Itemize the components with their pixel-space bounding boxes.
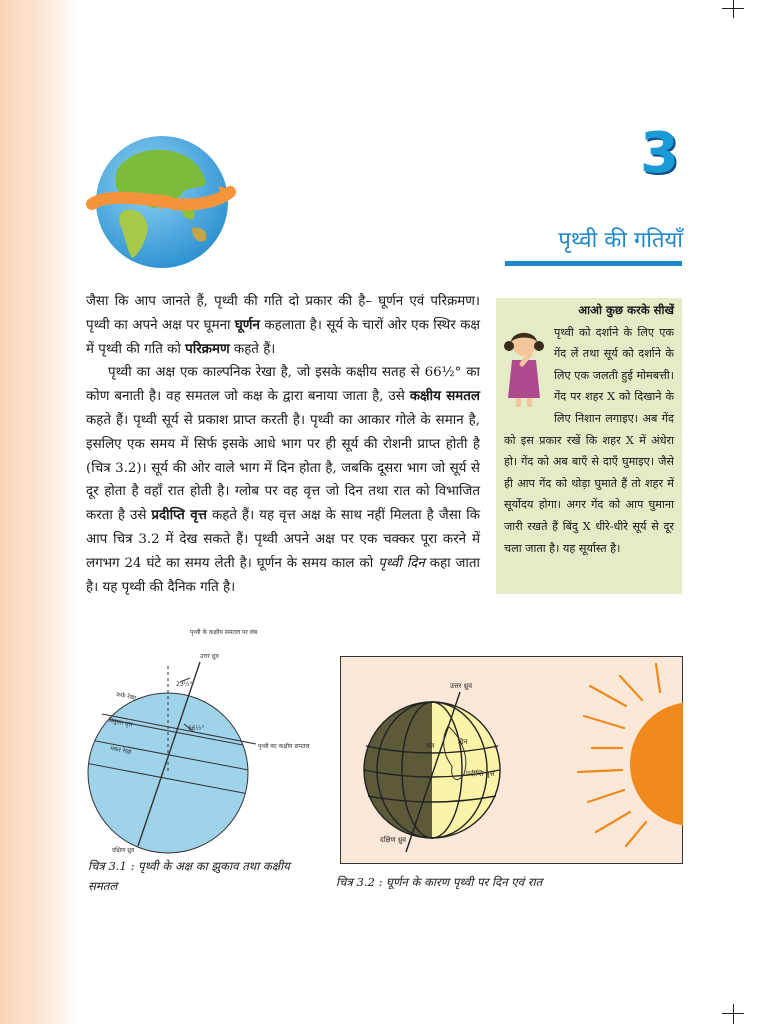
label-angle-2: 66½° bbox=[188, 725, 205, 732]
figure-1-caption: चित्र 3.1 : पृथ्वी के अक्ष का झुकाव तथा कक्षीय समतल bbox=[88, 859, 290, 893]
paragraph-1 bbox=[86, 290, 480, 361]
figure-day-night-diagram bbox=[340, 656, 683, 864]
chapter-title: पृथ्वी की गतियाँ bbox=[558, 228, 683, 253]
activity-box bbox=[496, 298, 682, 594]
label-perpendicular: पृथ्वी के कक्षीय समतल पर लंब bbox=[190, 629, 258, 636]
label-circle-of-illumination: प्रदीप्ति वृत्त bbox=[466, 770, 495, 778]
text-run: कहते हैं। यह वृत्त अक्ष के साथ नहीं मिलता है जैसा कि आप चित्र 3.2 में देख सकते हैं। पृथ्वी अपने अक्ष पर एक चक्कर पूरा करने में लगभग 24 घंटे का समय लेती है। घूर्णन के समय काल को bbox=[86, 508, 480, 571]
text-run: कहा जाता है। यह पृथ्वी की दैनिक गति है। bbox=[86, 555, 480, 595]
page-edge-gradient bbox=[0, 0, 78, 1024]
chapter-title-rule bbox=[505, 261, 682, 266]
text-run: पृथ्वी का अक्ष एक काल्पनिक रेखा है, जो इसके कक्षीय सतह से 66½° का कोण बनाती है। वह समतल जो कक्ष के द्वारा बनाया जाता है, उसे bbox=[86, 365, 480, 405]
crop-mark bbox=[733, 0, 734, 18]
main-text bbox=[86, 290, 480, 599]
girl-illustration bbox=[500, 324, 548, 408]
term-circle-of-illumination: प्रदीप्ति वृत्त bbox=[151, 507, 207, 524]
rotating-globe-illustration bbox=[86, 132, 236, 274]
label-south-pole: दक्षिण ध्रुव bbox=[380, 836, 407, 844]
label-equator: विषुवत वृत्त bbox=[107, 717, 134, 729]
label-south-pole: दक्षिण ध्रुव bbox=[112, 847, 135, 854]
label-tropic-cancer: कर्क रेखा bbox=[115, 691, 137, 702]
activity-heading: आओ कुछ करके सीखें bbox=[578, 303, 674, 317]
figure-2-caption: चित्र 3.2 : घूर्णन के कारण पृथ्वी पर दिन एवं रात bbox=[336, 875, 543, 889]
crop-mark bbox=[722, 8, 744, 9]
crop-mark bbox=[722, 1013, 744, 1014]
crop-mark bbox=[733, 1004, 734, 1024]
paragraph-2 bbox=[86, 361, 480, 599]
label-tropic-capricorn: मकर रेखा bbox=[109, 745, 133, 757]
term-revolution: परिक्रमण bbox=[185, 340, 230, 357]
term-rotation: घूर्णन bbox=[234, 316, 260, 333]
term-earth-day: पृथ्वी दिन bbox=[378, 555, 425, 571]
label-orbital-plane: पृथ्वी का कक्षीय समतल bbox=[258, 743, 310, 750]
label-night: रात bbox=[426, 742, 435, 750]
activity-text: पृथ्वी को दर्शाने के लिए एक गेंद लें तथा सूर्य को दर्शाने के लिए एक जलती हुई मोमबत्ती। गेंद पर शहर X को दिखाने के लिए निशान लगाइए। अब गेंद को इस प्रकार रखें कि शहर X में अंधेरा हो। गेंद को अब बाएँ से दाएँ घुमाइए। जैसे ही आप गेंद को थोड़ा घुमाते हैं तो शहर में सूर्योदय होगा। अगर गेंद को आप घुमाना जारी रखते हैं बिंदु X धीरे-धीरे सूर्य से दूर चला जाता है। यह सूर्यास्त है। bbox=[504, 325, 674, 555]
text-run: कहलाता है। सूर्य के चारों ओर एक स्थिर कक्ष में पृथ्वी की गति को bbox=[86, 317, 481, 357]
figure-axis-tilt-diagram bbox=[80, 626, 330, 856]
label-angle-1: 23½° bbox=[176, 681, 193, 688]
text-run: कहते हैं। पृथ्वी सूर्य से प्रकाश प्राप्त करती है। पृथ्वी का आकार गोले के समान है, इसलिए एक समय में सिर्फ इसके आधे भाग पर ही सूर्य की रोशनी प्राप्त होती है (चित्र 3.2)। सूर्य की ओर वाले भाग में दिन होता है, जबकि दूसरा भाग जो सूर्य से दूर होता है वहाँ रात होती है। ग्लोब पर वह वृत्त जो दिन तथा रात को विभाजित करता है उसे bbox=[86, 412, 480, 524]
label-day: दिन bbox=[458, 738, 468, 746]
label-north-pole: उत्तर ध्रुव bbox=[450, 682, 472, 690]
chapter-number: 3 bbox=[640, 121, 679, 186]
text-run: कहते हैं। bbox=[229, 341, 276, 357]
text-run: जैसा कि आप जानते हैं, पृथ्वी की गति दो प्रकार की है– घूर्णन एवं परिक्रमण। पृथ्वी का अपने अक्ष पर घूमना bbox=[86, 294, 480, 333]
term-orbital-plane: कक्षीय समतल bbox=[409, 388, 481, 405]
label-north-pole: उत्तर ध्रुव bbox=[200, 653, 219, 660]
